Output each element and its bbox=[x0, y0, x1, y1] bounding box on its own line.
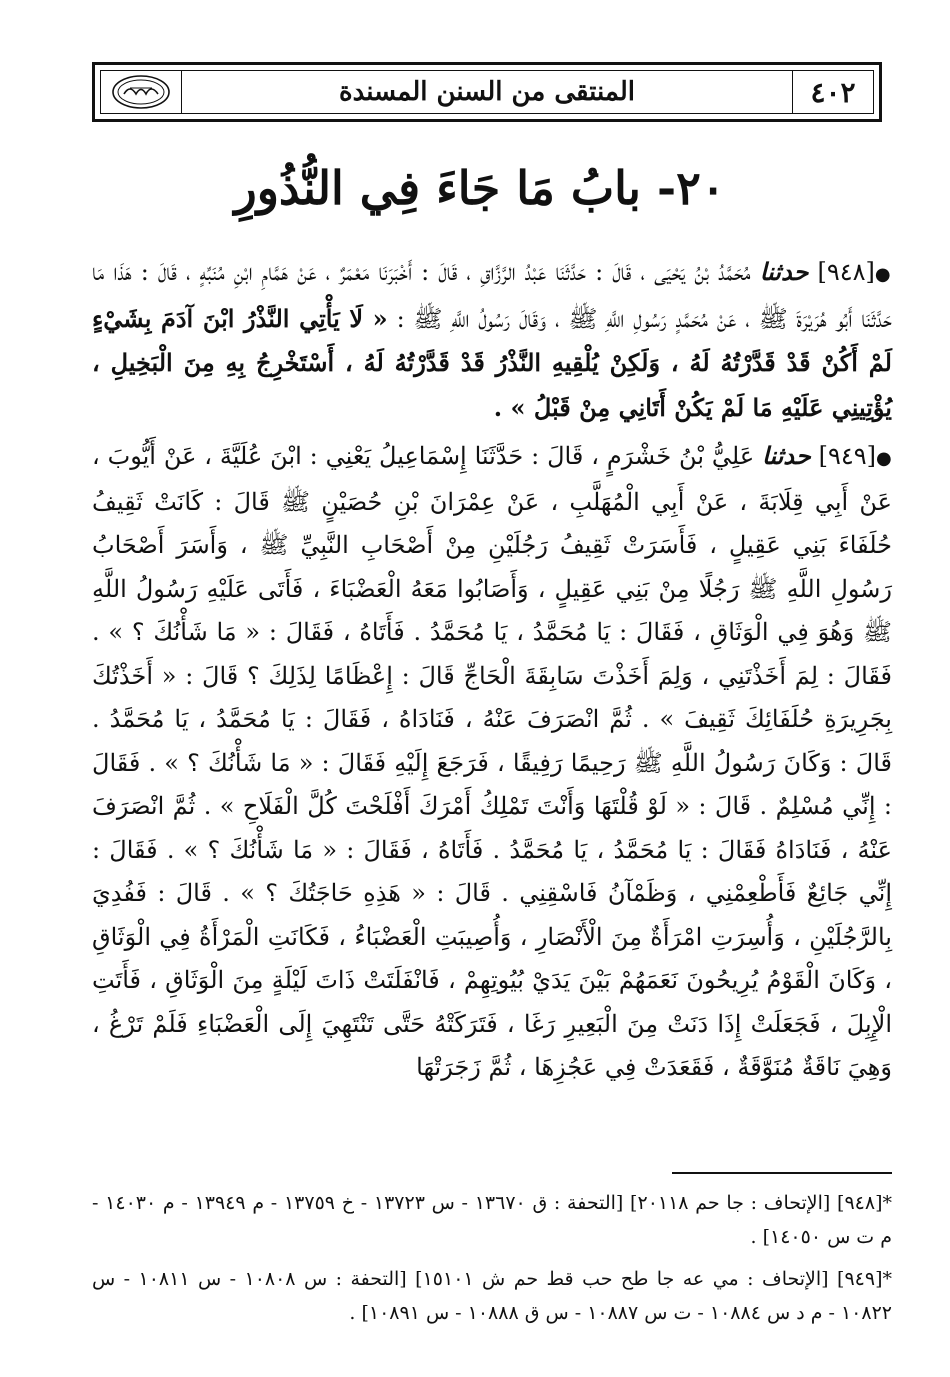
main-text bbox=[92, 250, 892, 1090]
prophetic-text: « لَا يَأْتِي النَّذْرُ ابْنَ آدَمَ بِشَيْءٍ لَمْ أَكُنْ قَدْ قَدَّرْتُهُ لَهُ ، وَلَكِنْ يُلْقِيهِ النَّذْرُ قَدْ قَدَّرْتُهُ لَهُ ، أَسْتَخْرِجُ بِهِ مِنَ الْبَخِيلِ ، يُؤْتِينِي عَلَيْهِ مَا لَمْ يَكُنْ أَتَانِي مِنْ قَبْلُ » . bbox=[92, 303, 892, 422]
hadith-narration: عَلِيُّ بْنُ خَشْرَمٍ ، قَالَ : حَدَّثَنَا إِسْمَاعِيلُ يَعْنِي : ابْنَ عُلَيَّةَ ، عَنْ أَيُّوبَ ، عَنْ أَبِي قِلَابَةَ ، عَنْ أَبِي الْمُهَلَّبِ ، عَنْ عِمْرَانَ بْنِ حُصَيْنٍ ﷺ قَالَ : كَانَتْ ثَقِيفُ حُلَفَاءَ بَنِي عَقِيلٍ ، فَأَسَرَتْ ثَقِيفُ رَجُلَيْنِ مِنْ أَصْحَابِ النَّبِيِّ ﷺ ، وَأَسَرَ أَصْحَابُ رَسُولِ اللَّهِ ﷺ رَجُلًا مِنْ بَنِي عَقِيلٍ ، وَأَصَابُوا مَعَهُ الْعَضْبَاءَ ، فَأَتَى عَلَيْهِ رَسُولُ اللَّهِ ﷺ وَهُوَ فِي الْوَثَاقِ ، فَقَالَ : يَا مُحَمَّدُ ، يَا مُحَمَّدُ . فَأَتَاهُ ، فَقَالَ : « مَا شَأْنُكَ ؟ » . فَقَالَ : لِمَ أَخَذْتَنِي ، وَلِمَ أَخَذْتَ سَابِقَةَ الْحَاجِّ قَالَ : إِعْظَامًا لِذَلِكَ ؟ قَالَ : « أَخَذْتُكَ بِجَرِيرَةِ حُلَفَائِكَ ثَقِيفَ » . ثُمَّ انْصَرَفَ عَنْهُ ، فَنَادَاهُ ، فَقَالَ : يَا مُحَمَّدُ ، يَا مُحَمَّدُ . قَالَ : وَكَانَ رَسُولُ اللَّهِ ﷺ رَحِيمًا رَفِيقًا ، فَرَجَعَ إِلَيْهِ فَقَالَ : « مَا شَأْنُكَ ؟ » . فَقَالَ : إِنِّي مُسْلِمٌ . قَالَ : « لَوْ قُلْتَهَا وَأَنْتَ تَمْلِكُ أَمْرَكَ أَفْلَحْتَ كُلَّ الْفَلَاحِ » . ثُمَّ انْصَرَفَ عَنْهُ ، فَنَادَاهُ فَقَالَ : يَا مُحَمَّدُ ، يَا مُحَمَّدُ . فَأَتَاهُ ، فَقَالَ : « مَا شَأْنُكَ ؟ » . فَقَالَ : إِنِّي جَائِعٌ فَأَطْعِمْنِي ، وَظَمْآنُ فَاسْقِنِي . قَالَ : « هَذِهِ حَاجَتُكَ ؟ » . قَالَ : فَفُدِيَ بِالرَّجُلَيْنِ ، وَأُسِرَتِ امْرَأَةٌ مِنَ الْأَنْصَارِ ، وَأُصِيبَتِ الْعَضْبَاءُ ، فَكَانَتِ الْمَرْأَةُ فِي الْوَثَاقِ ، وَكَانَ الْقَوْمُ يُرِيحُونَ نَعَمَهُمْ بَيْنَ يَدَيْ بُيُوتِهِمْ ، فَانْفَلَتَتْ ذَاتَ لَيْلَةٍ مِنَ الْوَثَاقِ ، فَأَتَتِ الْإِبِلَ ، فَجَعَلَتْ إِذَا دَنَتْ مِنَ الْبَعِيرِ رَغَا ، فَتَرَكَتْهُ حَتَّى تَنْتَهِيَ إِلَى الْعَضْبَاءِ فَلَمْ تَرْغُ ، وَهِيَ نَاقَةٌ مُنَوَّقَةٌ ، فَقَعَدَتْ فِي عَجُزِهَا ، ثُمَّ زَجَرَتْهَا bbox=[92, 442, 892, 1081]
hadith-opener: حدثنا bbox=[762, 441, 811, 470]
hadith-number: [٩٤٨] bbox=[817, 258, 875, 286]
footnote-948 bbox=[92, 1186, 892, 1254]
header-inner-frame bbox=[100, 70, 874, 114]
publisher-seal-icon bbox=[101, 71, 181, 113]
footnote-marker: *[٩٤٩] bbox=[837, 1268, 892, 1290]
footnote-text: [الإتحاف : مي عه جا طح حب قط حم ش ١٥١٠١] [التحفة : س ١٠٨٠٨ - س ١٠٨١١ - س ١٠٨٢٢ - م د س ١٠٨٨٤ - ت س ١٠٨٨٧ - س ق ١٠٨٨٨ - س ١٠٨٩١] . bbox=[92, 1268, 892, 1324]
running-header bbox=[92, 62, 882, 122]
hadith-bullet: ● bbox=[874, 264, 892, 285]
hadith-949 bbox=[92, 434, 892, 1090]
running-title: المنتقى من السنن المسندة bbox=[338, 77, 636, 107]
hadith-number: [٩٤٩] bbox=[818, 442, 877, 470]
footnote-949 bbox=[92, 1262, 892, 1330]
chapter-title: ٢٠- بابُ مَا جَاءَ فِي النُّذُورِ bbox=[234, 161, 726, 215]
footnote-divider bbox=[672, 1172, 892, 1174]
page-number: ٤٠٢ bbox=[810, 75, 856, 109]
footnote-marker: *[٩٤٨] bbox=[837, 1192, 893, 1214]
hadith-narration: مُحَمَّدُ بْنُ يَحْيَى ، قَالَ : حَدَّثَنَا عَبْدُ الرَّزَّاقِ ، قَالَ : أَخْبَرَنَا مَعْمَرٌ ، عَنْ هَمَّامِ ابْنِ مُنَبِّهٍ ، قَالَ : هَذَا مَا حَدَّثَنَا أَبُو هُرَيْرَةَ ﷺ ، عَنْ مُحَمَّدٍ رَسُولِ اللَّهِ ﷺ ، وَقَالَ رَسُولُ اللَّهِ ﷺ : bbox=[92, 258, 892, 333]
hadith-opener: حدثنا bbox=[759, 257, 809, 286]
hadith-bullet: ● bbox=[876, 448, 892, 469]
hadith-948 bbox=[92, 250, 892, 430]
footnote-text: [الإتحاف : جا حم ٢٠١١٨] [التحفة : ق ١٣٦٧٠ - س ١٣٧٢٣ - خ ١٣٧٥٩ - م ١٣٩٤٩ - م ١٤٠٣٠ - م ت س ١٤٠٥٠] . bbox=[92, 1192, 892, 1248]
footnotes bbox=[92, 1186, 892, 1338]
